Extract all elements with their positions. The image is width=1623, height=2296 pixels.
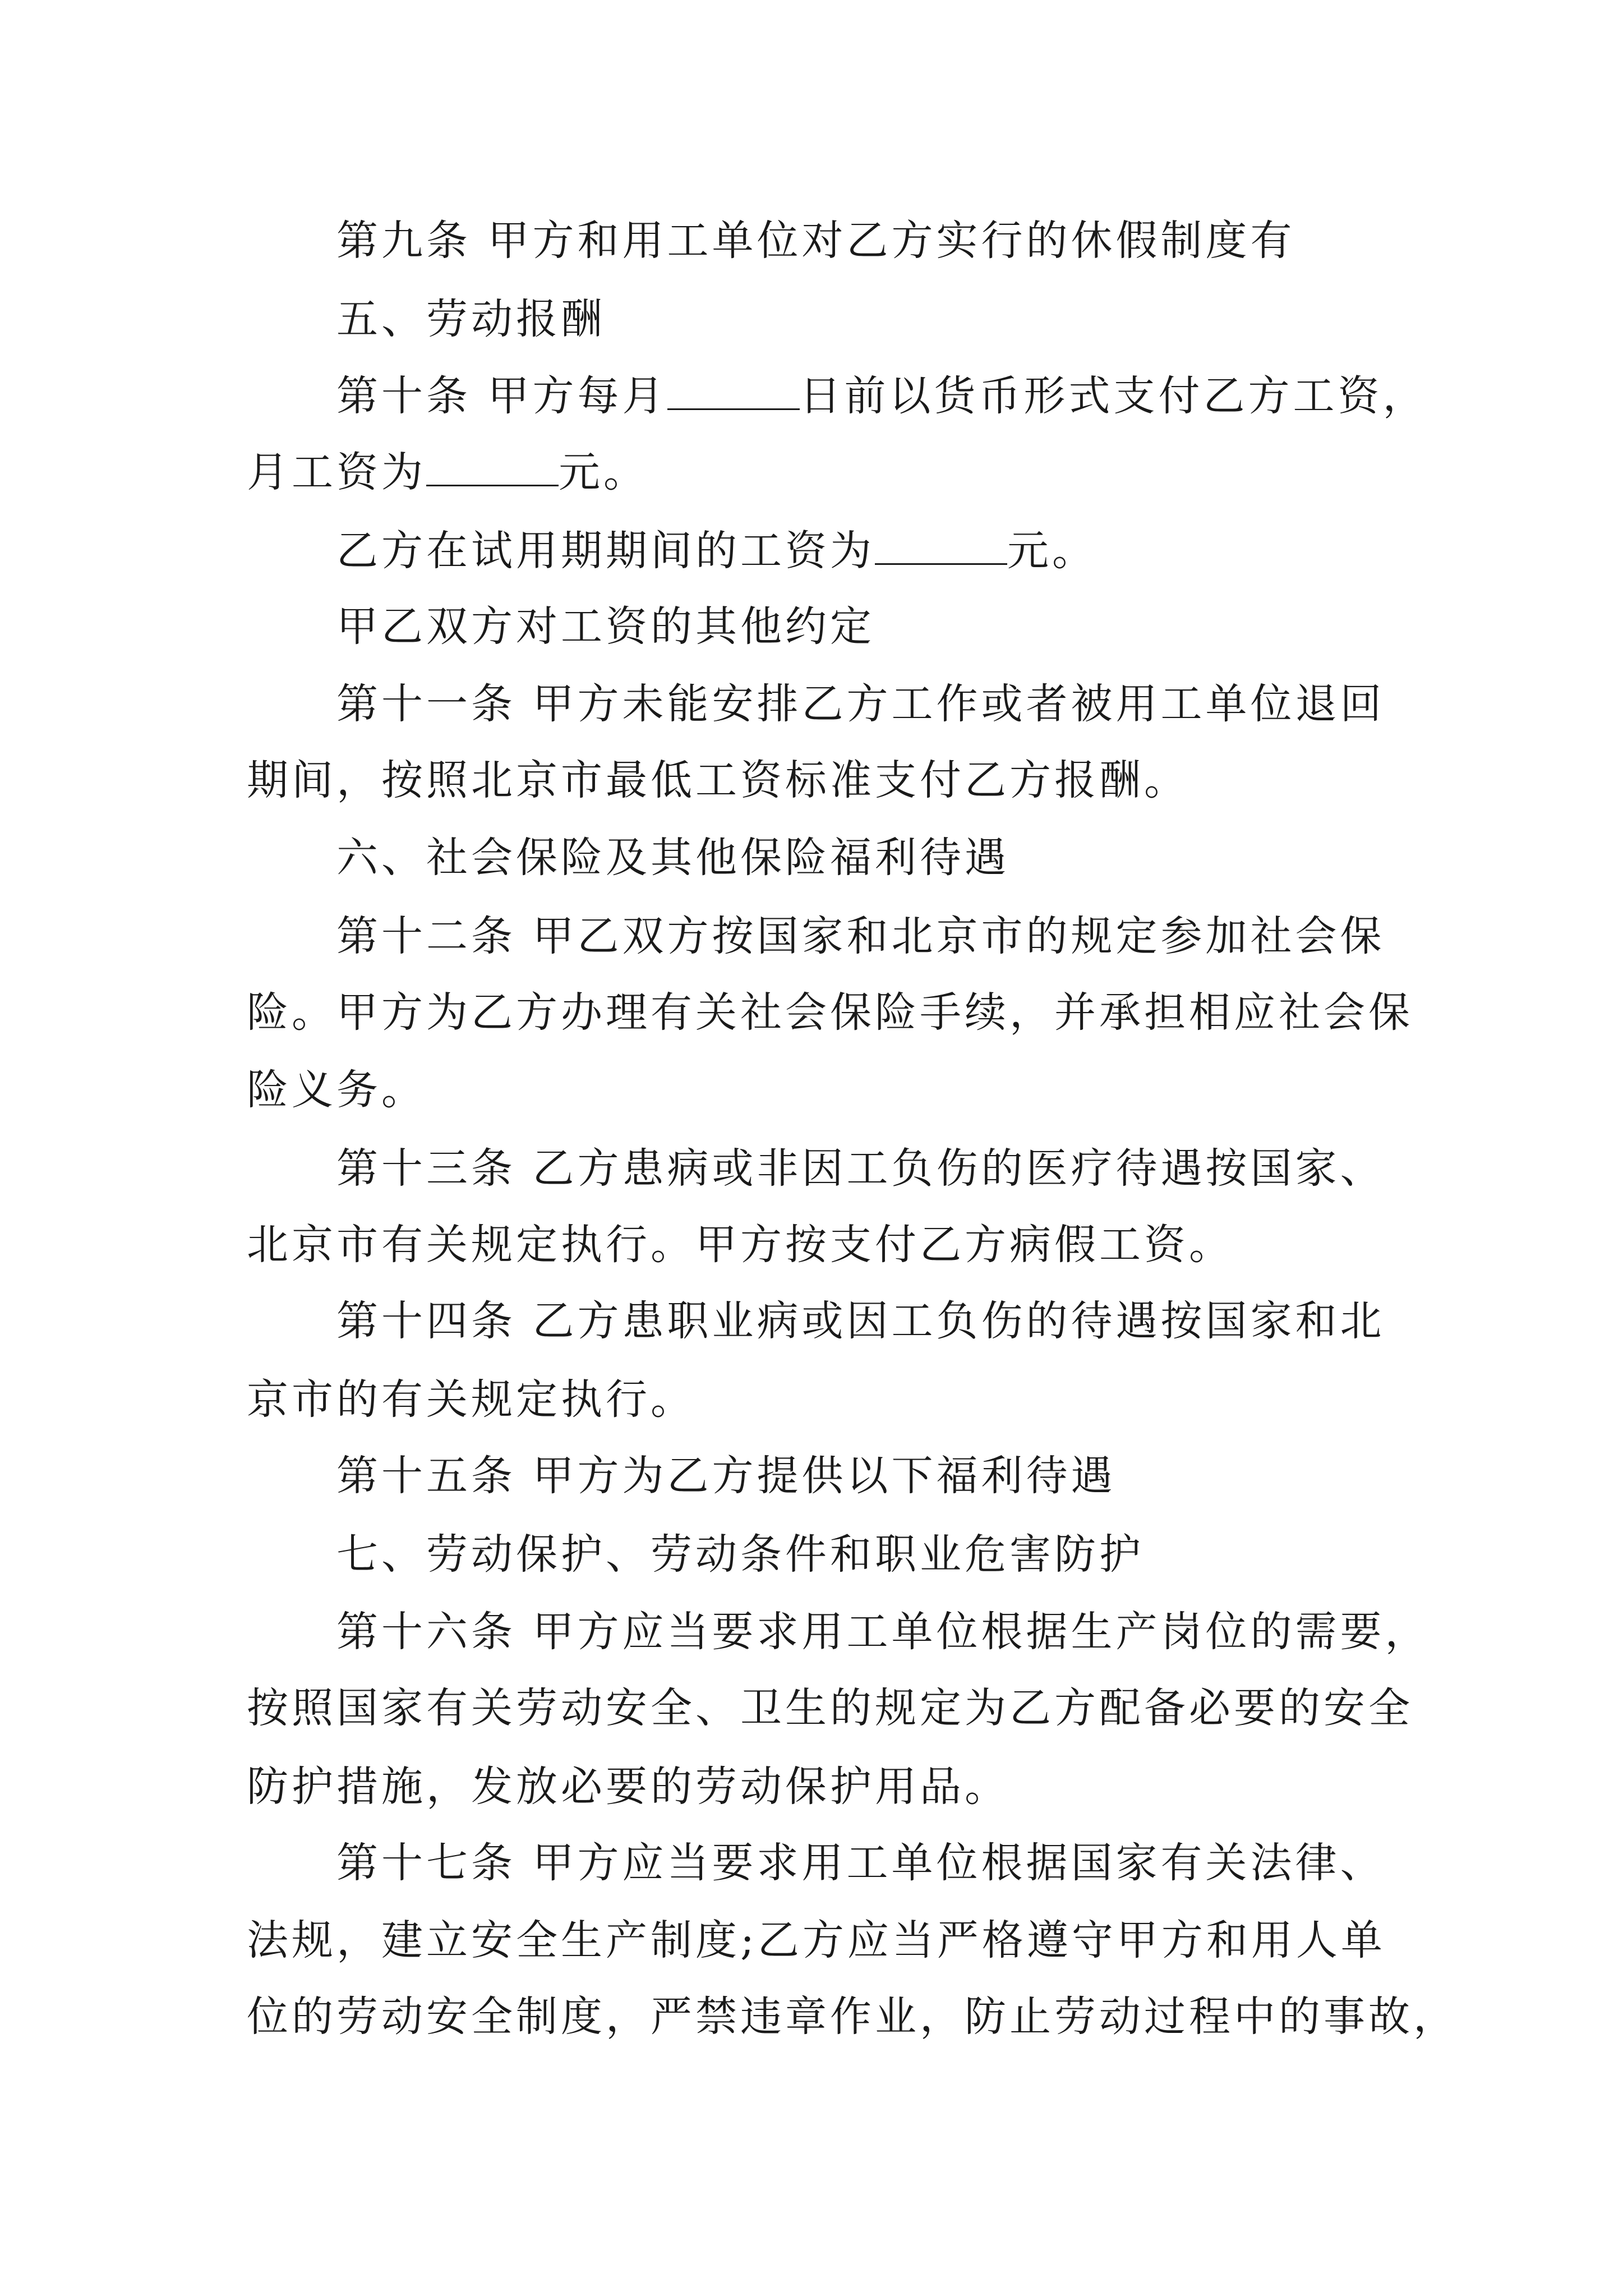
clause-12-line-2: 险。甲方为乙方办理有关社会保险手续，并承担相应社会保 — [247, 988, 1413, 1037]
clause-16-line-2: 按照国家有关劳动安全、卫生的规定为乙方配备必要的安全 — [247, 1684, 1413, 1732]
probation-wage-line — [336, 527, 1097, 575]
clause-12-line-1: 第十二条 甲乙双方按国家和北京市的规定参加社会保 — [336, 912, 1385, 960]
clause-11-line-1: 第十一条 甲方未能安排乙方工作或者被用工单位退回 — [336, 680, 1385, 728]
clause-14-line-1: 第十四条 乙方患职业病或因工负伤的待遇按国家和北 — [336, 1297, 1385, 1345]
clause-16-line-1: 第十六条 甲方应当要求用工单位根据生产岗位的需要， — [336, 1608, 1430, 1656]
clause-12-line-3: 险义务。 — [247, 1066, 426, 1114]
monthly-wage-text-a: 月工资为 — [247, 448, 426, 496]
clause-11-line-2: 期间，按照北京市最低工资标准支付乙方报酬。 — [247, 756, 1189, 804]
clause-17-line-3: 位的劳动安全制度，严禁违章作业，防止劳动过程中的事故， — [247, 1993, 1458, 2041]
section-5-heading: 五、劳动报酬 — [336, 295, 606, 343]
section-7-heading: 七、劳动保护、劳动条件和职业危害防护 — [336, 1530, 1144, 1579]
section-6-heading: 六、社会保险及其他保险福利待遇 — [336, 834, 1009, 882]
clause-13-line-2: 北京市有关规定执行。甲方按支付乙方病假工资。 — [247, 1221, 1234, 1269]
clause-16-line-3: 防护措施，发放必要的劳动保护用品。 — [247, 1763, 1009, 1811]
clause-17-line-2: 法规，建立安全生产制度;乙方应当严格遵守甲方和用人单 — [247, 1916, 1386, 1964]
monthly-wage-line — [247, 448, 648, 496]
probation-wage-blank[interactable] — [875, 530, 1007, 565]
probation-wage-text-b: 元。 — [1007, 527, 1097, 575]
clause-10-text-b: 日前以货币形式支付乙方工资， — [799, 372, 1428, 420]
other-wage-agreement-line: 甲乙双方对工资的其他约定 — [336, 602, 875, 651]
clause-15-line: 第十五条 甲方为乙方提供以下福利待遇 — [336, 1452, 1116, 1500]
clause-10-line — [336, 372, 1428, 420]
clause-10-text-a: 第十条 甲方每月 — [336, 372, 667, 420]
monthly-wage-blank[interactable] — [426, 451, 559, 486]
clause-13-line-1: 第十三条 乙方患病或非因工负伤的医疗待遇按国家、 — [336, 1144, 1385, 1193]
probation-wage-text-a: 乙方在试用期期间的工资为 — [336, 527, 875, 575]
clause-14-line-2: 京市的有关规定执行。 — [247, 1375, 695, 1424]
clause-9-line: 第九条 甲方和用工单位对乙方实行的休假制度有 — [336, 217, 1295, 265]
monthly-wage-text-b: 元。 — [559, 448, 648, 496]
pay-day-blank[interactable] — [667, 375, 800, 410]
clause-17-line-1: 第十七条 甲方应当要求用工单位根据国家有关法律、 — [336, 1839, 1385, 1887]
